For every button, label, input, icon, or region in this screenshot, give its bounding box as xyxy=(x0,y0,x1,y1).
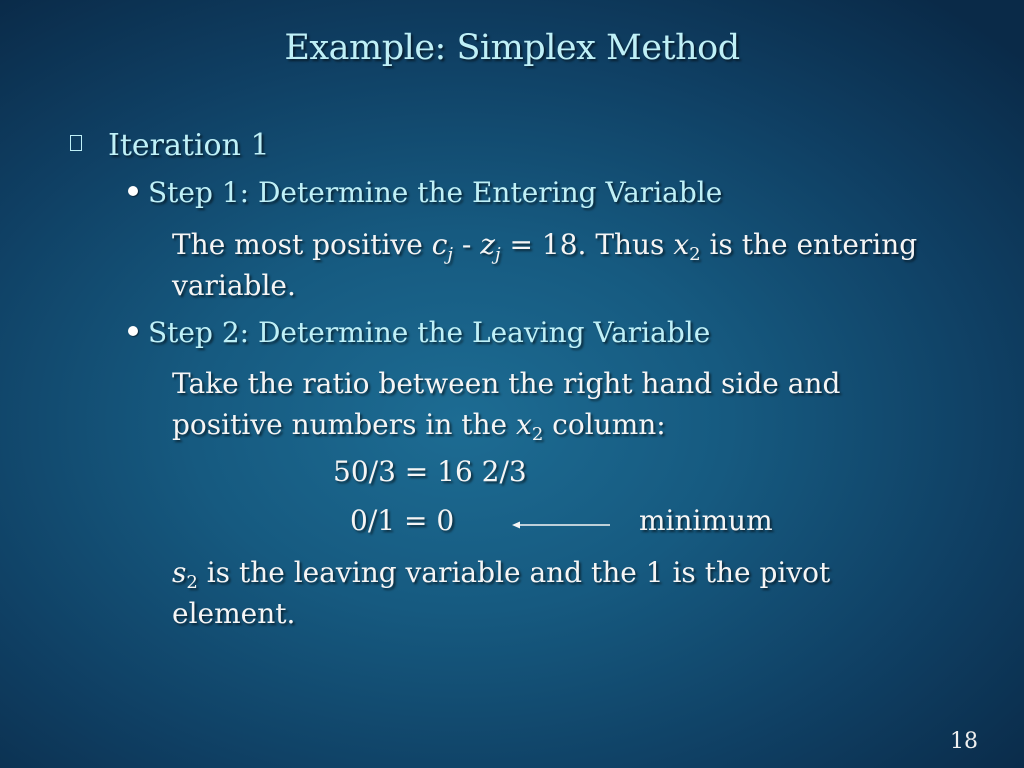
step2-body xyxy=(172,363,972,445)
x2-variable: x xyxy=(516,408,532,441)
minus-sign: - xyxy=(453,228,481,261)
step2-bullet xyxy=(128,316,710,349)
conclusion-line2: element. xyxy=(172,597,296,630)
s2-variable: s xyxy=(172,556,187,589)
zj-variable: z xyxy=(480,228,496,261)
round-bullet-icon xyxy=(128,326,138,336)
step2-text-line1: Take the ratio between the right hand side and xyxy=(172,367,841,400)
x2-variable: x xyxy=(673,228,690,261)
page-number: 18 xyxy=(950,729,978,754)
square-bullet-icon xyxy=(70,135,82,151)
round-bullet-icon xyxy=(128,186,138,196)
step1-text-suffix: is the entering xyxy=(700,228,918,261)
cj-subscript: j xyxy=(447,244,453,265)
step2-text-line2: positive numbers in the xyxy=(172,408,517,441)
step1-text-mid: = 18. Thus xyxy=(500,228,674,261)
step2-heading: Step 2: Determine the Leaving Variable xyxy=(148,316,711,349)
step2-text-line2-suffix: column: xyxy=(543,408,666,441)
step1-body xyxy=(172,224,972,306)
conclusion-line1: is the leaving variable and the 1 is the pivot xyxy=(197,556,831,589)
cj-variable: c xyxy=(431,228,448,261)
s2-subscript: 2 xyxy=(186,572,198,593)
x2-subscript: 2 xyxy=(531,424,544,445)
left-arrow-icon xyxy=(512,520,612,530)
ratio-row-2: 0/1 = 0 xyxy=(350,504,455,537)
step1-heading: Step 1: Determine the Entering Variable xyxy=(148,176,723,209)
step1-bullet xyxy=(128,176,722,209)
step1-text-line2: variable. xyxy=(172,269,296,302)
x2-subscript: 2 xyxy=(689,244,701,265)
ratio-row-1: 50/3 = 16 2/3 xyxy=(333,455,527,488)
conclusion-text xyxy=(172,552,972,634)
iteration-label: Iteration 1 xyxy=(108,128,270,163)
iteration-bullet xyxy=(70,128,270,163)
minimum-label: minimum xyxy=(639,504,773,537)
slide-title: Example: Simplex Method xyxy=(284,28,740,68)
step1-text: The most positive xyxy=(172,228,432,261)
zj-subscript: j xyxy=(495,244,501,265)
